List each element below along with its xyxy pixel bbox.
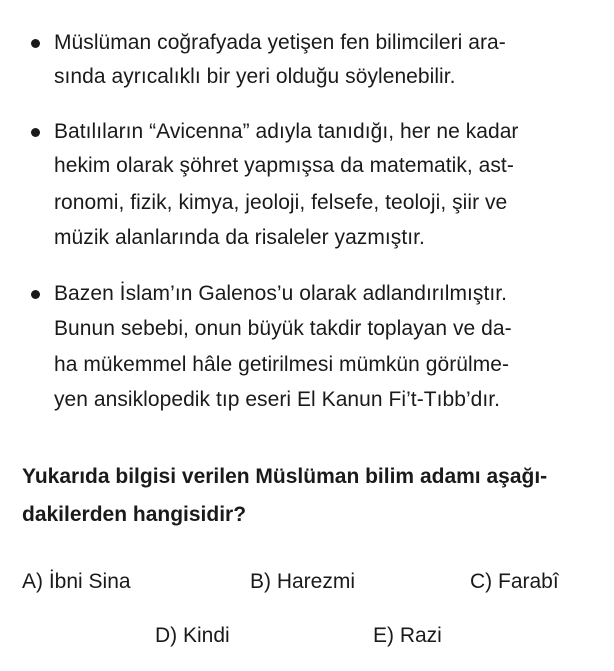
bullet-line: müzik alanlarında da risaleler yazmıştır. [54,226,425,249]
bullet-dot-icon [31,128,40,137]
bullet-line: ha mükemmel hâle getirilmesi mümkün görülme- [54,353,510,376]
option-e[interactable]: E) Razi [373,624,442,647]
option-d[interactable]: D) Kindi [155,624,230,647]
bullet-line: hekim olarak şöhret yapmışsa da matematik, ast- [54,154,514,177]
bullet-line: yen ansiklopedik tıp eseri El Kanun Fi’t-Tıbb’dır. [54,388,501,411]
bullet-line: Batılıların “Avicenna” adıyla tanıdığı, her ne kadar [54,120,519,143]
question-line: dakilerden hangisidir? [22,503,247,526]
bullet-line: Müslüman coğrafyada yetişen fen bilimcileri ara- [54,31,506,54]
option-c[interactable]: C) Farabî [470,570,559,593]
bullet-line: Bunun sebebi, onun büyük takdir toplayan ve da- [54,317,512,340]
option-b[interactable]: B) Harezmi [250,570,356,593]
question-line: Yukarıda bilgisi verilen Müslüman bilim adamı aşağı- [22,465,548,488]
bullet-dot-icon [31,39,40,48]
bullet-line: sında ayrıcalıklı bir yeri olduğu söylenebilir. [54,65,456,88]
bullet-line: ronomi, fizik, kimya, jeoloji, felsefe, teoloji, şiir ve [54,191,508,214]
bullet-dot-icon [31,290,40,299]
option-a[interactable]: A) İbni Sina [22,570,131,593]
bullet-line: Bazen İslam’ın Galenos’u olarak adlandırılmıştır. [54,282,507,305]
